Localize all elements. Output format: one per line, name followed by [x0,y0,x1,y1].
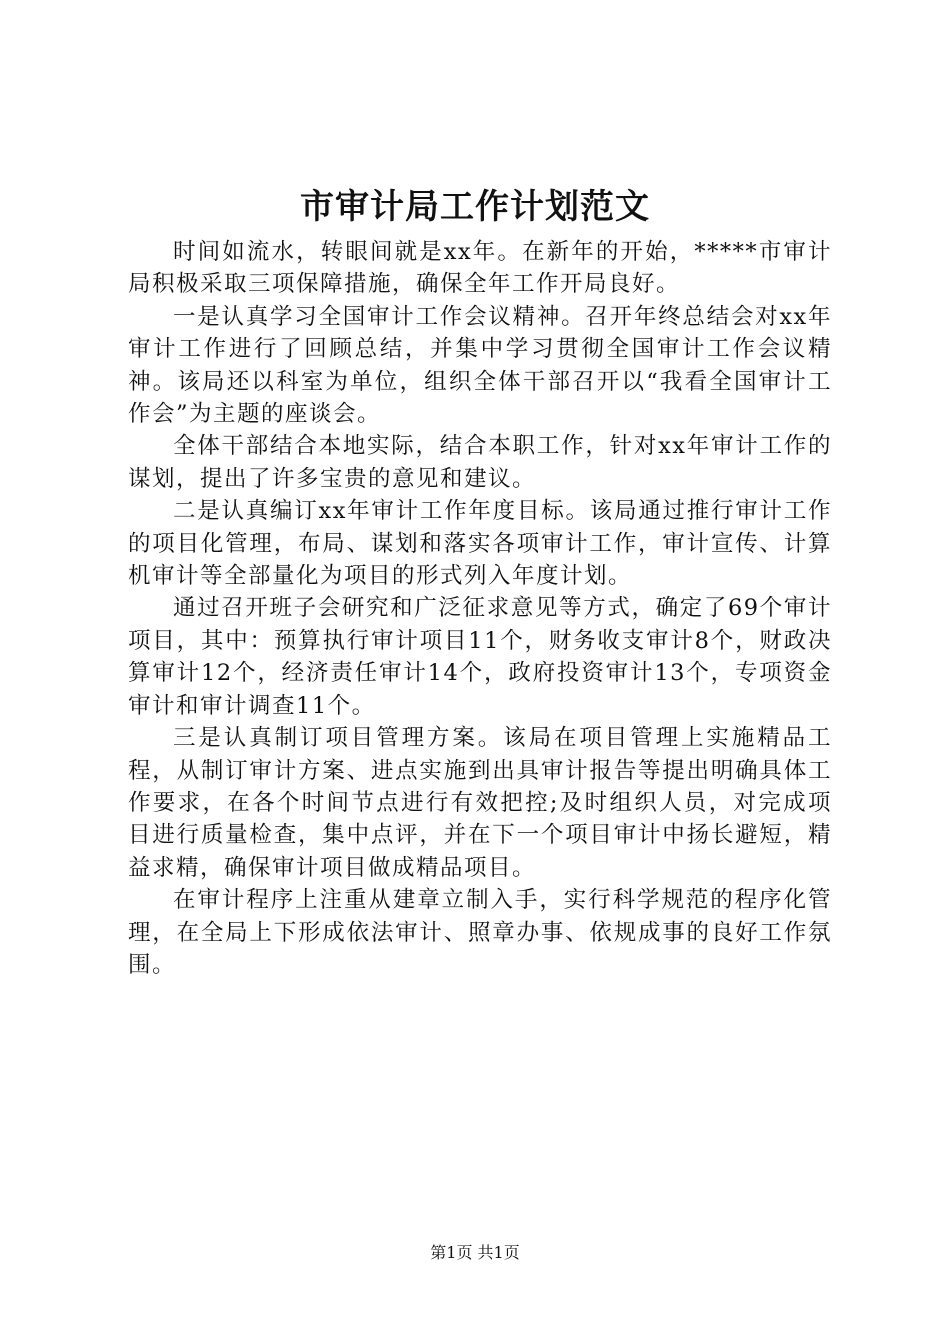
paragraph-procedure: 在审计程序上注重从建章立制入手，实行科学规范的程序化管理，在全局上下形成依法审计、照章办事、依规成事的良好工作氛围。 [128,887,832,978]
paragraph-cadre-opinions: 全体干部结合本地实际，结合本职工作，针对xx年审计工作的谋划，提出了许多宝贵的意见和建议。 [128,433,832,492]
page-footer: 第1页 共1页 [430,1243,520,1262]
paragraph-measure-two: 二是认真编订xx年审计工作年度目标。该局通过推行审计工作的项目化管理，布局、谋划和落实各项审计工作，审计宣传、计算机审计等全部量化为项目的形式列入年度计划。 [128,498,832,590]
paragraph-audit-projects: 通过召开班子会研究和广泛征求意见等方式，确定了69个审计项目，其中：预算执行审计项目11个，财务收支审计8个，财政决算审计12个，经济责任审计14个，政府投资审计13个，专项资金审计和审计调查11个。 [128,595,832,719]
document-body [128,236,832,981]
paragraph-intro: 时间如流水，转眼间就是xx年。在新年的开始，*****市审计局积极采取三项保障措施，确保全年工作开局良好。 [128,239,832,298]
paragraph-measure-one: 一是认真学习全国审计工作会议精神。召开年终总结会对xx年审计工作进行了回顾总结，并集中学习贯彻全国审计工作会议精神。该局还以科室为单位，组织全体干部召开以“我看全国审计工作会”为主题的座谈会。 [128,303,832,428]
paragraph-measure-three: 三是认真制订项目管理方案。该局在项目管理上实施精品工程，从制订审计方案、进点实施到出具审计报告等提出明确具体工作要求，在各个时间节点进行有效把控;及时组织人员，对完成项目进行质量检查，集中点评，并在下一个项目审计中扬长避短，精益求精，确保审计项目做成精品项目。 [128,725,832,881]
page-title: 市审计局工作计划范文 [300,187,650,227]
